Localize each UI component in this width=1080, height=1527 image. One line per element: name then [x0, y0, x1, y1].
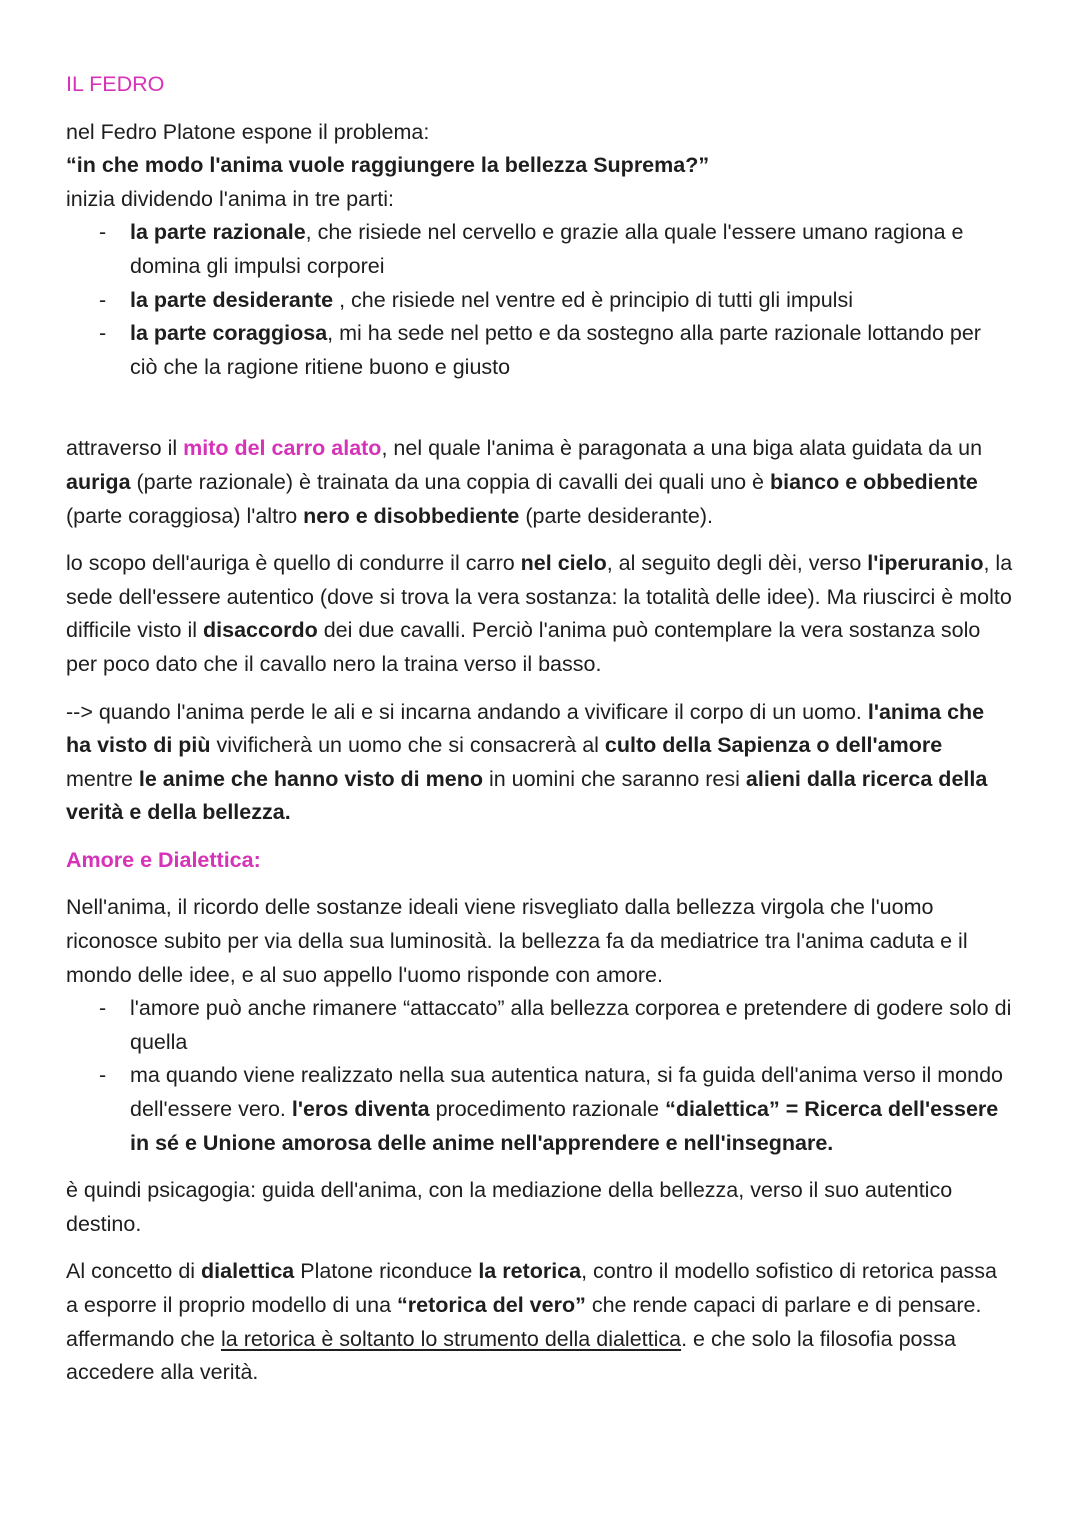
page-title: IL FEDRO — [66, 72, 165, 96]
intro-question: “in che modo l'anima vuole raggiungere la bellezza Suprema?” — [66, 153, 710, 178]
paragraph-retorica: Al concetto di dialettica Platone riconduce la retorica, contro il modello sofistico di retorica passa a esporre il proprio modello di una “retorica del vero” che rende capaci di parlare e di pensare. affermando che la retorica è soltanto lo strumento della dialettica. e che solo la filosofia possa accedere alla verità. — [66, 1259, 997, 1385]
paragraph-ricordo: Nell'anima, il ricordo delle sostanze ideali viene risvegliato dalla bellezza virgola che l'uomo riconosce subito per via della sua luminosità. la bellezza fa da mediatrice tra l'anima caduta e il mondo delle idee, e al suo appello l'uomo risponde con amore. — [66, 895, 968, 987]
list-item: - l'amore può anche rimanere “attaccato” alla bellezza corporea e pretendere di godere solo di quella — [130, 992, 1014, 1059]
paragraph-scopo: lo scopo dell'auriga è quello di condurre il carro nel cielo, al seguito degli dèi, verso l'iperuranio, la sede dell'essere autentico (dove si trova la vera sostanza: la totalità delle idee). Ma riuscirci è molto difficile visto il disaccordo dei due cavalli. Perciò l'anima può contemplare la vera sostanza solo per poco dato che il cavallo nero la traina verso il basso. — [66, 551, 1013, 676]
section-heading: Amore e Dialettica: — [66, 847, 261, 872]
paragraph-mito: attraverso il mito del carro alato, nel quale l'anima è paragonata a una biga alata guidata da un auriga (parte razionale) è trainata da una coppia di cavalli dei quali uno è bianco e obbediente (parte coraggiosa) l'altro nero e disobbediente (parte desiderante). — [66, 436, 983, 528]
soul-parts-list — [66, 216, 1014, 384]
intro — [66, 116, 1014, 217]
intro-line: nel Fedro Platone espone il problema: — [66, 119, 430, 144]
paragraph-psicagogia: è quindi psicagogia: guida dell'anima, con la mediazione della bellezza, verso il suo autentico destino. — [66, 1178, 953, 1236]
intro-line: inizia dividendo l'anima in tre parti: — [66, 186, 394, 211]
amore-list — [66, 992, 1014, 1160]
list-item: - la parte desiderante , che risiede nel ventre ed è principio di tutti gli impulsi — [130, 284, 1014, 318]
paragraph-ali: --> quando l'anima perde le ali e si incarna andando a vivificare il corpo di un uomo. l'anima che ha visto di più vivificherà un uomo che si consacrerà al culto della Sapienza o dell'amore mentre le anime che hanno visto di meno in uomini che saranno resi alieni dalla ricerca della verità e della bellezza. — [66, 699, 988, 825]
list-item: - la parte coraggiosa, mi ha sede nel petto e da sostegno alla parte razionale lottando per ciò che la ragione ritiene buono e giusto — [130, 317, 1014, 384]
list-item: - ma quando viene realizzato nella sua autentica natura, si fa guida dell'anima verso il mondo dell'essere vero. l'eros diventa procedimento razionale “dialettica” = Ricerca dell'essere in sé e Unione amorosa delle anime nell'apprendere e nell'insegnare. — [130, 1059, 1014, 1160]
list-item: - la parte razionale, che risiede nel cervello e grazie alla quale l'essere umano ragiona e domina gli impulsi corporei — [130, 216, 1014, 283]
